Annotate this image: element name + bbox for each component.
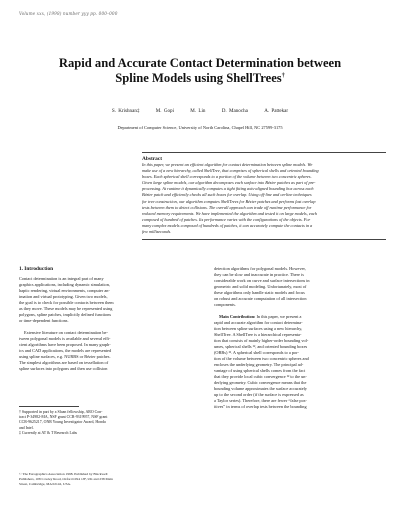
- body-line: Contact determination is an integral part of many: [19, 276, 104, 281]
- title-line-2: [20, 71, 380, 86]
- abstract-line: for tree construction, our algorithm computes ShellTrees for Bézier patches and performs fast overlap: [142, 198, 316, 204]
- copyright-line: © The Eurographics Association 1998. Published by Blackwell: [19, 472, 108, 476]
- body-line-text: In this paper, we present a: [255, 314, 302, 319]
- running-head: Volume xxx, (1998) number yyy pp. 000–000: [19, 11, 118, 16]
- body-line: as they move. These models may be represented using: [19, 306, 113, 311]
- body-line: these algorithms only handle static models and focus: [214, 290, 305, 295]
- title-footnote-mark: †: [281, 72, 285, 79]
- footnote-line: and Intel.: [19, 425, 34, 430]
- body-line: (OBBs) ¹³. A spherical shell corresponds to a por-: [214, 350, 299, 355]
- title-line-1: Rapid and Accurate Contact Determination between: [58, 56, 342, 70]
- body-line: using spline surfaces, e.g. NURBS or Bézier patches.: [19, 354, 111, 359]
- body-line: bounding volume approximates the surface accurately: [214, 386, 307, 391]
- body-line: itives” in terms of overlap tests between the bounding: [214, 404, 307, 409]
- body-line: geometric and solid modeling. Unfortunately, most of: [214, 284, 307, 289]
- body-line: a Taylor series). Therefore, there are fewer “false pos-: [214, 398, 307, 403]
- body-line: tion that consists of mainly higher-order bounding vol-: [214, 338, 309, 343]
- body-line: they can be slow and inaccurate in practice. There is: [214, 272, 304, 277]
- author-list: [20, 108, 380, 114]
- body-line: up to the second order (if the surface is expressed as: [214, 392, 304, 397]
- right-column: [214, 266, 377, 410]
- footnote-line: tract P-34982-MA, NSF grant CCR-9319957, NSF grant: [19, 415, 108, 420]
- body-line: encloses the underlying geometry. The principal ad-: [214, 362, 304, 367]
- body-line: polygons, spline patches, implicitly defined functions: [19, 312, 112, 317]
- body-line: on robust and accurate computation of all intersection: [214, 296, 307, 301]
- author-gopi: M. Gopi: [155, 108, 175, 114]
- body-line: ics and CAD applications, the models are represented: [19, 348, 112, 353]
- abstract-line: processing. At runtime it dynamically computes a tight fitting axis-aligned bounding box across each: [142, 186, 314, 192]
- body-line: haptic rendering, virtual environments, computer an-: [19, 288, 110, 293]
- abstract-line: In this paper, we present an efficient algorithm for contact determination between spline models. We: [142, 162, 313, 167]
- abstract-line: reduced memory requirements. We have implemented the algorithm and tested it on large models, each: [142, 210, 317, 216]
- body-line: ShellTree. A ShellTree is a hierarchical representa-: [214, 332, 302, 337]
- abstract-line: composed of hundred of patches. Its performance varies with the configurations of the objects. For: [142, 216, 311, 222]
- body-line: derlying geometry. Cubic convergence means that the: [214, 380, 307, 385]
- author-manocha: D. Manocha: [221, 108, 248, 114]
- abstract-line: Given large spline models, our algorithm decomposes each surface into Bézier patches as part of pre-: [142, 180, 316, 186]
- body-line: vantage of using spherical shells comes from the fact: [214, 368, 306, 373]
- footnote-rule: [19, 406, 79, 407]
- abstract-line: tests between them to detect collisions. The overall approach can trade off runtime performance for: [142, 204, 312, 210]
- author-pattekar: A. Pattekar: [264, 108, 289, 114]
- body-line: tween polygonal models is available and several effi-: [19, 336, 111, 341]
- body-line: Extensive literature on contact determination be-: [24, 330, 108, 335]
- abstract-line: make use of a new hierarchy, called ShellTree, that comprises of spherical shells and oriented bounding: [142, 168, 319, 174]
- body-line: graphics applications, including dynamic simulation,: [19, 282, 110, 287]
- body-line: the goal is to check for possible contacts between them: [19, 300, 114, 305]
- body-line: imation and virtual prototyping. Given two models,: [19, 294, 108, 299]
- left-column: [19, 266, 182, 372]
- abstract-line: many complex models composed of hundreds of patches, it can accurately compute the contacts in a: [142, 222, 313, 228]
- abstract-heading: Abstract: [142, 156, 163, 162]
- footnotes: [19, 410, 184, 436]
- body-line: umes, spherical shells ¹², and oriented bounding boxes: [214, 344, 308, 349]
- abstract-line: Bézier patch and efficiently checks all such boxes for overlap. Using off-line and on-line techniques: [142, 192, 312, 198]
- body-line: detection algorithms for polygonal models. However,: [214, 266, 306, 271]
- author-krishnan: S. Krishnan‡: [111, 108, 140, 114]
- body-line: cient algorithms have been proposed. In many graph-: [19, 342, 111, 347]
- abstract-top-rule: [142, 152, 386, 153]
- paper-title: [20, 56, 380, 86]
- body-line: that they provide local cubic convergence ¹² to the un-: [214, 374, 307, 379]
- abstract-line: boxes. Each spherical shell corresponds to a portion of the volume between two concentric spheres.: [142, 174, 312, 180]
- body-line: considerable work on curve and surface intersections in: [214, 278, 310, 283]
- abstract-line: few milliseconds.: [142, 229, 172, 235]
- body-line: The simplest algorithms are based on tessellation of: [19, 360, 109, 365]
- footnote-line: † Supported in part by a Sloan fellowship, ARO Con-: [19, 410, 103, 414]
- body-line: rapid and accurate algorithm for contact determina-: [214, 320, 303, 325]
- body-line: tion of the volume between two concentric spheres and: [214, 356, 309, 361]
- body-line: components.: [214, 302, 236, 307]
- copyright-line: Publishers, 108 Cowley Road, Oxford OX4 1JF, UK and 238 Main: [19, 476, 113, 481]
- main-contribution-label: Main Contribution:: [219, 314, 256, 319]
- copyright-line: Street, Cambridge, MA 02142, USA.: [19, 481, 71, 486]
- affiliation: Department of Computer Science, University of North Carolina, Chapel Hill, NC 27599-3175: [117, 125, 283, 130]
- footnote-line: CCR-9625217, ONR Young Investigator Award, Honda: [19, 420, 106, 425]
- body-line: tion between spline surfaces using a new hierarchy,: [214, 326, 303, 331]
- body-line: spline surfaces into polygons and then use collision: [19, 366, 108, 371]
- footnote-line: ‡ Currently at AT & T Research Labs: [19, 430, 78, 435]
- title-line-2-text: Spline Models using ShellTrees: [115, 71, 282, 85]
- author-lin: M. Lin: [190, 108, 206, 114]
- copyright-notice: [19, 472, 189, 486]
- abstract-bottom-rule: [142, 239, 386, 240]
- abstract: [142, 152, 386, 240]
- section-heading-introduction: 1. Introduction: [19, 266, 54, 272]
- body-line: or time-dependent functions.: [19, 318, 69, 323]
